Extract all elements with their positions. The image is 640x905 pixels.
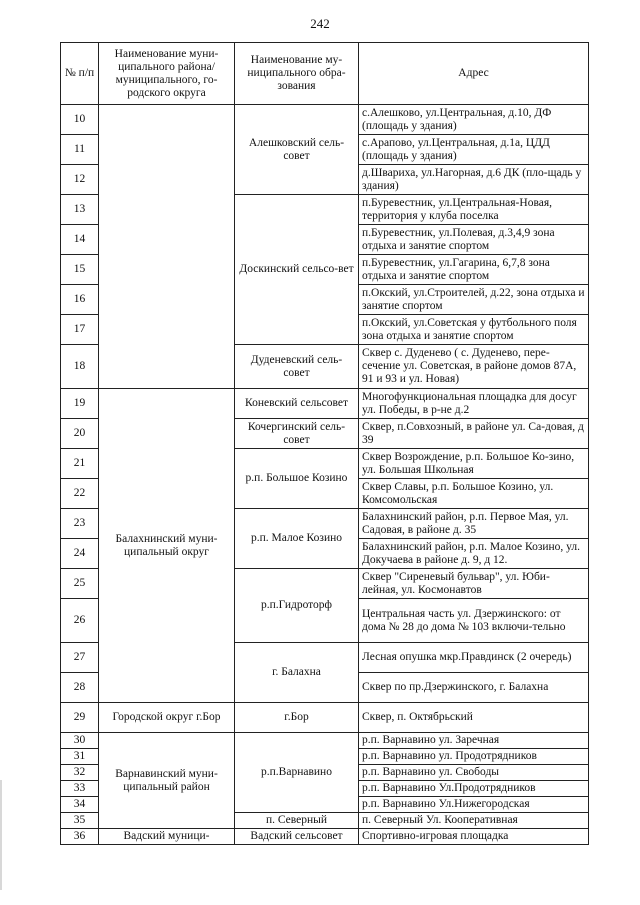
address-cell: Спортивно-игровая площадка bbox=[359, 829, 589, 845]
row-number: 16 bbox=[61, 285, 99, 315]
row-number: 11 bbox=[61, 135, 99, 165]
address-cell: Сквер Славы, р.п. Большое Козино, ул. Комсомольская bbox=[359, 479, 589, 509]
municipality-cell: р.п.Варнавино bbox=[235, 733, 359, 813]
row-number: 13 bbox=[61, 195, 99, 225]
table-row bbox=[61, 389, 589, 419]
address-cell: п.Окский, ул.Советская у футбольного поля зона отдыха и занятие спортом bbox=[359, 315, 589, 345]
address-cell: Сквер с. Дуденево ( с. Дуденево, пере-сечение ул. Советская, в районе домов 87А, 91 и 93 и ул. Новая) bbox=[359, 345, 589, 389]
row-number: 18 bbox=[61, 345, 99, 389]
address-cell: р.п. Варнавино Ул.Продотрядников bbox=[359, 781, 589, 797]
municipality-cell: Кочергинский сель-совет bbox=[235, 419, 359, 449]
address-cell: с.Алешково, ул.Центральная, д.10, ДФ (площадь у здания) bbox=[359, 105, 589, 135]
address-cell: р.п. Варнавино ул. Свободы bbox=[359, 765, 589, 781]
row-number: 20 bbox=[61, 419, 99, 449]
municipality-cell: п. Северный bbox=[235, 813, 359, 829]
district-cell: Вадский муници- bbox=[99, 829, 235, 845]
row-number: 24 bbox=[61, 539, 99, 569]
table-row bbox=[61, 703, 589, 733]
row-number: 14 bbox=[61, 225, 99, 255]
municipality-cell: г. Балахна bbox=[235, 643, 359, 703]
header-num: № п/п bbox=[61, 43, 99, 105]
municipality-cell: р.п.Гидроторф bbox=[235, 569, 359, 643]
address-cell: п.Буревестник, ул.Центральная-Новая, территория у клуба поселка bbox=[359, 195, 589, 225]
row-number: 10 bbox=[61, 105, 99, 135]
address-cell: Сквер "Сиреневый бульвар", ул. Юби-лейная, ул. Космонавтов bbox=[359, 569, 589, 599]
district-cell: Балахнинский муни-ципальный округ bbox=[99, 389, 235, 703]
row-number: 23 bbox=[61, 509, 99, 539]
row-number: 26 bbox=[61, 599, 99, 643]
address-cell: р.п. Варнавино ул. Продотрядников bbox=[359, 749, 589, 765]
district-cell: Варнавинский муни-ципальный район bbox=[99, 733, 235, 829]
row-number: 32 bbox=[61, 765, 99, 781]
row-number: 27 bbox=[61, 643, 99, 673]
table-row bbox=[61, 733, 589, 749]
address-cell: Сквер Возрождение, р.п. Большое Ко-зино, ул. Большая Школьная bbox=[359, 449, 589, 479]
row-number: 25 bbox=[61, 569, 99, 599]
address-cell: Центральная часть ул. Дзержинского: от дома № 28 до дома № 103 включи-тельно bbox=[359, 599, 589, 643]
row-number: 12 bbox=[61, 165, 99, 195]
row-number: 15 bbox=[61, 255, 99, 285]
row-number: 30 bbox=[61, 733, 99, 749]
address-cell: Сквер по пр.Дзержинского, г. Балахна bbox=[359, 673, 589, 703]
municipality-cell: Алешковский сель-совет bbox=[235, 105, 359, 195]
row-number: 29 bbox=[61, 703, 99, 733]
address-cell: Многофункциональная площадка для досуг ул. Победы, в р-не д.2 bbox=[359, 389, 589, 419]
scan-edge-shadow bbox=[0, 780, 2, 890]
row-number: 28 bbox=[61, 673, 99, 703]
municipality-cell: р.п. Большое Козино bbox=[235, 449, 359, 509]
row-number: 36 bbox=[61, 829, 99, 845]
municipality-cell: г.Бор bbox=[235, 703, 359, 733]
locations-table bbox=[60, 42, 589, 845]
district-cell-empty bbox=[99, 105, 235, 389]
municipality-cell: р.п. Малое Козино bbox=[235, 509, 359, 569]
address-cell: п.Буревестник, ул.Полевая, д.3,4,9 зона отдыха и занятие спортом bbox=[359, 225, 589, 255]
address-cell: Балахнинский район, р.п. Малое Козино, ул. Докучаева в районе д. 9, д 12. bbox=[359, 539, 589, 569]
municipality-cell: Вадский сельсовет bbox=[235, 829, 359, 845]
municipality-cell: Коневский сельсовет bbox=[235, 389, 359, 419]
address-cell: Сквер, п. Октябрьский bbox=[359, 703, 589, 733]
district-cell: Городской округ г.Бор bbox=[99, 703, 235, 733]
address-cell: п. Северный Ул. Кооперативная bbox=[359, 813, 589, 829]
address-cell: п.Буревестник, ул.Гагарина, 6,7,8 зона отдыха и занятие спортом bbox=[359, 255, 589, 285]
municipality-cell: Доскинский сельсо-вет bbox=[235, 195, 359, 345]
header-address: Адрес bbox=[359, 43, 589, 105]
row-number: 33 bbox=[61, 781, 99, 797]
address-cell: п.Окский, ул.Строителей, д.22, зона отдыха и занятие спортом bbox=[359, 285, 589, 315]
row-number: 31 bbox=[61, 749, 99, 765]
row-number: 21 bbox=[61, 449, 99, 479]
row-number: 22 bbox=[61, 479, 99, 509]
row-number: 34 bbox=[61, 797, 99, 813]
row-number: 35 bbox=[61, 813, 99, 829]
header-district: Наименование муни-ципального района/ муниципального, го-родского округа bbox=[99, 43, 235, 105]
address-cell: Сквер, п.Совхозный, в районе ул. Са-довая, д 39 bbox=[359, 419, 589, 449]
address-cell: Лесная опушка мкр.Правдинск (2 очередь) bbox=[359, 643, 589, 673]
address-cell: Балахнинский район, р.п. Первое Мая, ул. Садовая, в районе д. 35 bbox=[359, 509, 589, 539]
row-number: 17 bbox=[61, 315, 99, 345]
page-number: 242 bbox=[310, 16, 330, 31]
address-cell: д.Швариха, ул.Нагорная, д.6 ДК (пло-щадь у здания) bbox=[359, 165, 589, 195]
table-header-row bbox=[61, 43, 589, 105]
municipality-cell: Дуденевский сель-совет bbox=[235, 345, 359, 389]
table-row bbox=[61, 829, 589, 845]
header-municipality: Наименование му-ниципального обра-зования bbox=[235, 43, 359, 105]
row-number: 19 bbox=[61, 389, 99, 419]
address-cell: с.Арапово, ул.Центральная, д.1а, ЦДД (площадь у здания) bbox=[359, 135, 589, 165]
address-cell: р.п. Варнавино Ул.Нижегородская bbox=[359, 797, 589, 813]
address-cell: р.п. Варнавино ул. Заречная bbox=[359, 733, 589, 749]
table-row bbox=[61, 105, 589, 135]
